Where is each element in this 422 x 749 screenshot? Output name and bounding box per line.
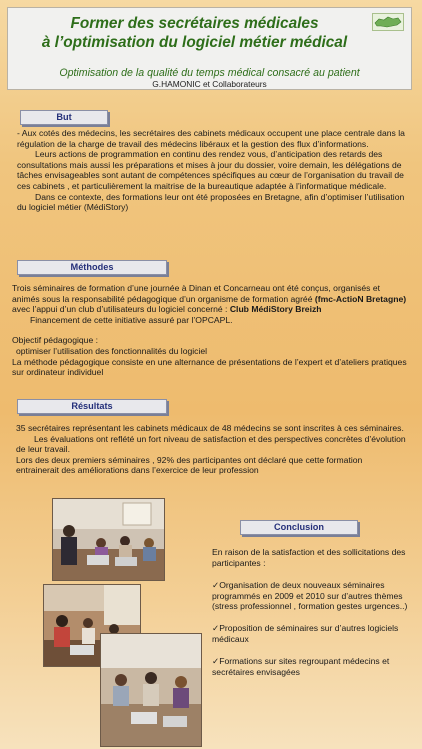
training-photo-1 (52, 498, 165, 581)
conclusion-item-2: ✓Proposition de séminaires sur d’autres logiciels médicaux (212, 622, 399, 644)
poster-header (7, 7, 412, 90)
but-paragraph-2: Leurs actions de programmation en continu des rendez vous, d’anticipation des retards des consultations mais aussi les préparations et mises à jour du dossier, voire demain, les délégations de tâches envisageables sont autant de compétences spécifiques au cœur de l’organisation du travail de ces cabinets , et particulièrement la maitrise de la bureautique adaptée à l’informatique médicale. (17, 149, 404, 191)
resultats-paragraph-1: 35 secrétaires représentant les cabinets médicaux de 48 médecins se sont inscrites à ces séminaires. (16, 423, 404, 433)
title-line-2: à l’optimisation du logiciel métier médical (41, 34, 348, 51)
methodes-paragraph-2: Financement de cette initiative assuré par l’OPCAPL. (30, 314, 233, 325)
resultats-paragraph-2: Les évaluations ont reflété un fort niveau de satisfaction et des perspectives concrètes d’évolution de leur travail. (16, 433, 406, 455)
section-label-conclusion: Conclusion (240, 520, 358, 535)
methodes-club-name: Club MédiStory Breizh (229, 304, 322, 315)
conclusion-paragraph-1: En raison de la satisfaction et des sollicitations des participantes : (212, 547, 406, 568)
conclusion-item-1: ✓Organisation de deux nouveaux séminaires programmés en 2009 et 2010 sur d’autres thèmes (stress professionnel , formation gestes urgences..) (212, 580, 408, 612)
section-label-but: But (20, 110, 108, 125)
section-label-resultats: Résultats (17, 399, 167, 414)
conclusion-item-3: ✓Formations sur sites regroupant médecins et secrétaires envisagées (212, 656, 390, 677)
conclusion-text (212, 547, 408, 677)
poster-title (8, 14, 381, 52)
title-line-1: Former des secrétaires médicales (70, 15, 319, 32)
training-photo-3 (100, 633, 202, 747)
methodes-text (12, 283, 410, 378)
brittany-map-logo (372, 13, 404, 31)
resultats-paragraph-3: Lors des deux premiers séminaires , 92% des participantes ont déclaré que cette formation entrainerait des améliorations dans l’exercice de leur profession (16, 454, 363, 476)
poster-authors: G.HAMONIC et Collaborateurs (152, 79, 267, 89)
methodes-objective: optimiser l’utilisation des fonctionnalités du logiciel (16, 345, 208, 356)
methodes-p1-a: Trois séminaires de formation d’une journée à Dinan et Concarneau ont été conçus, organisés et animés sous la responsabilité pédagogique d’un organisme de formation agréé (12, 283, 380, 304)
but-text (17, 128, 407, 213)
methodes-paragraph-5: La méthode pédagogique consiste en une alternance de présentations de l’expert et d’ateliers pratiques sur ordinateur individuel (12, 356, 407, 378)
methodes-p1-c: avec l’appui d’un club d’utilisateurs du logiciel concerné : (12, 304, 230, 315)
methodes-org-name: (fmc-ActioN Bretagne) (314, 293, 407, 304)
but-paragraph-1: - Aux cotés des médecins, les secrétaires des cabinets médicaux occupent une place centrale dans la régulation de la charge de travail des médecins libéraux et la gestion des flux d’informations. (17, 128, 405, 149)
poster-subtitle: Optimisation de la qualité du temps médical consacré au patient (59, 67, 360, 79)
but-paragraph-3: Dans ce contexte, des formations leur ont été proposées en Bretagne, afin d’optimiser l’utilisation du logiciel métier (MédiStory) (17, 191, 405, 213)
methodes-paragraph-1 (12, 283, 410, 315)
section-label-methodes: Méthodes (17, 260, 167, 275)
resultats-text (16, 423, 406, 476)
methodes-objective-heading: Objectif pédagogique : (12, 335, 99, 346)
